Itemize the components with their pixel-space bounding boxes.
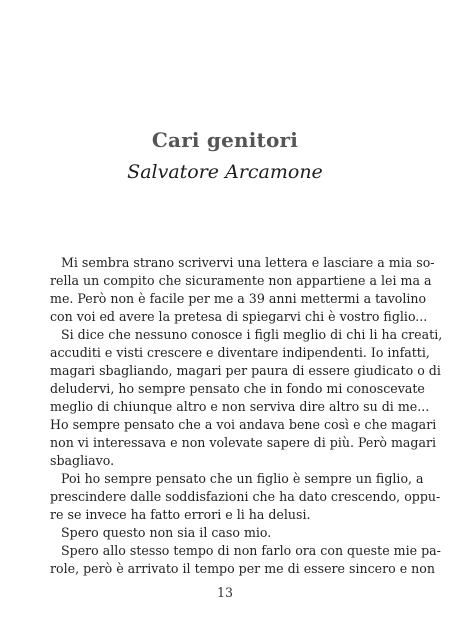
- text-line: Mi sembra strano scrivervi una lettera e lasciare a mia so-: [61, 255, 435, 270]
- text-line: rella un compito che sicuramente non appartiene a lei ma a: [50, 273, 432, 288]
- chapter-author: Salvatore Arcamone: [127, 161, 323, 183]
- text-line: Ho sempre pensato che a voi andava bene così e che magari: [50, 417, 437, 432]
- page-number: 13: [216, 585, 234, 600]
- text-line: sbagliavo.: [50, 453, 115, 468]
- text-line: magari sbagliando, magari per paura di essere giudicato o di: [50, 363, 441, 378]
- text-line: meglio di chiunque altro e non serviva dire altro su di me...: [50, 399, 430, 414]
- text-line: role, però è arrivato il tempo per me di essere sincero e non: [50, 561, 435, 576]
- text-line: deludervi, ho sempre pensato che in fondo mi conoscevate: [50, 381, 425, 396]
- text-line: Poi ho sempre pensato che un figlio è sempre un figlio, a: [61, 471, 424, 486]
- chapter-title: Cari genitori: [151, 128, 299, 152]
- text-line: me. Però non è facile per me a 39 anni mettermi a tavolino: [50, 291, 427, 306]
- text-line: Spero allo stesso tempo di non farlo ora con queste mie pa-: [61, 543, 441, 558]
- text-line: con voi ed avere la pretesa di spiegarvi chi è vostro figlio...: [50, 309, 428, 324]
- text-line: prescindere dalle soddisfazioni che ha dato crescendo, oppu-: [50, 489, 441, 504]
- text-line: accuditi e visti crescere e diventare indipendenti. Io infatti,: [50, 345, 430, 360]
- text-line: Si dice che nessuno conosce i figli meglio di chi li ha creati,: [61, 327, 443, 342]
- body-text: [50, 254, 443, 578]
- text-line: non vi interessava e non volevate sapere di più. Però magari: [50, 435, 437, 450]
- text-line: Spero questo non sia il caso mio.: [61, 525, 272, 540]
- text-line: re se invece ha fatto errori e li ha delusi.: [50, 507, 311, 522]
